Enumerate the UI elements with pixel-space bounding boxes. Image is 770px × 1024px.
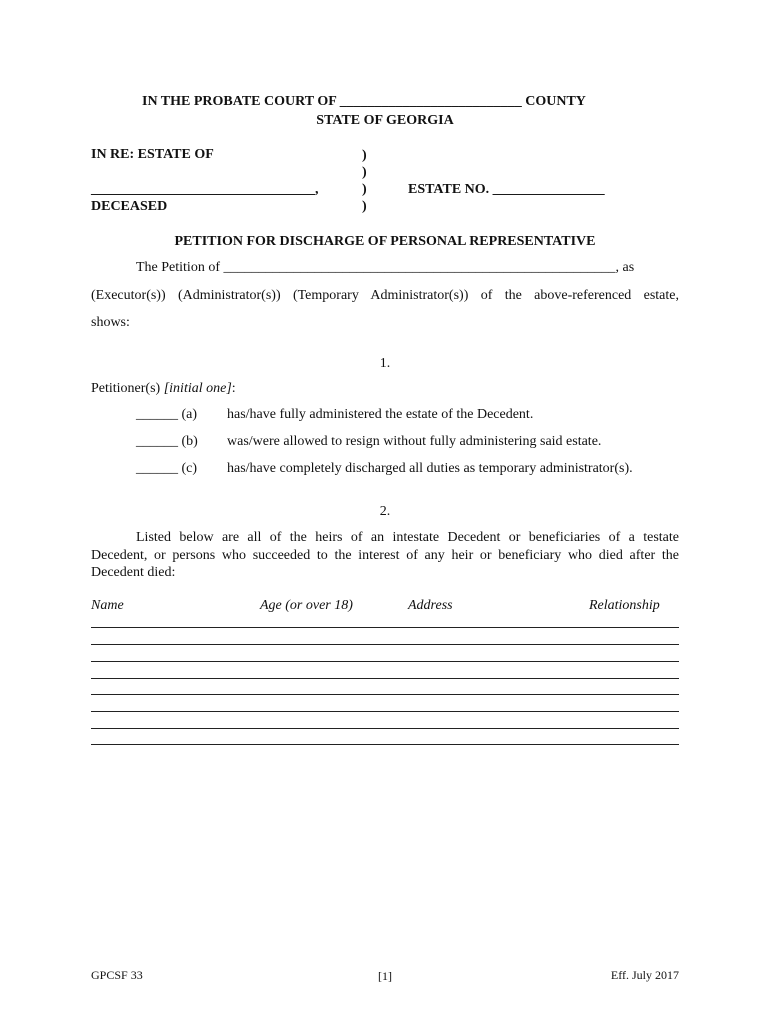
option-c-text: has/have completely discharged all duties as temporary administrator(s). (227, 461, 633, 476)
effective-date: Eff. July 2017 (610, 968, 679, 982)
heir-entry-line (91, 644, 679, 645)
intro-petition-of: The Petition of (136, 260, 220, 275)
petitioner-name-blank: ________________________________________________________, as (223, 260, 635, 275)
court-heading: IN THE PROBATE COURT OF __________________________ COUNTY (142, 94, 586, 109)
column-header-age: Age (or over 18) (260, 598, 353, 613)
option-b-blank: ______ (b) (136, 434, 198, 449)
lead-colon: : (231, 381, 236, 396)
page-number: [1] (378, 969, 392, 983)
form-id: GPCSF 33 (91, 968, 143, 982)
heir-entry-line (91, 694, 679, 695)
heir-entry-line (91, 744, 679, 745)
section-1-lead (91, 382, 236, 396)
heir-entry-line (91, 711, 679, 712)
intro-line-2: (Executor(s)) (Administrator(s)) (Temporary Administrator(s)) of the above-referenced estate, (91, 288, 679, 303)
initial-one-note: [initial one] (163, 381, 232, 396)
estate-number-field: ESTATE NO. ________________ (408, 182, 605, 197)
heir-entry-line (91, 627, 679, 628)
state-heading: STATE OF GEORGIA (316, 113, 454, 128)
caption-paren: ) (362, 165, 367, 180)
heir-entry-line (91, 678, 679, 679)
section-2-line-3: Decedent died: (91, 565, 176, 580)
in-re-label: IN RE: ESTATE OF (91, 147, 214, 162)
option-a-blank: ______ (a) (136, 407, 198, 422)
option-c-blank: ______ (c) (136, 461, 198, 476)
caption-paren: ) (362, 148, 367, 163)
section-2-line-2: Decedent, or persons who succeeded to the interest of any heir or beneficiary who died after the (91, 548, 679, 563)
option-a-text: has/have fully administered the estate of the Decedent. (227, 407, 534, 422)
option-b-text: was/were allowed to resign without fully administering said estate. (227, 434, 602, 449)
section-1-number: 1. (379, 356, 391, 371)
petition-title: PETITION FOR DISCHARGE OF PERSONAL REPRESENTATIVE (174, 234, 596, 249)
intro-line-1 (136, 261, 634, 275)
heir-entry-line (91, 728, 679, 729)
heir-entry-line (91, 661, 679, 662)
section-2-number: 2. (379, 504, 391, 519)
column-header-name: Name (91, 598, 124, 613)
caption-paren: ) (362, 182, 367, 197)
intro-line-3: shows: (91, 315, 130, 330)
column-header-relationship: Relationship (589, 598, 660, 613)
decedent-name-blank: ________________________________, (91, 182, 319, 197)
petitioners-label: Petitioner(s) (91, 381, 161, 396)
deceased-label: DECEASED (91, 199, 168, 214)
section-2-line-1: Listed below are all of the heirs of an intestate Decedent or beneficiaries of a testate (136, 530, 679, 545)
column-header-address: Address (408, 598, 453, 613)
caption-paren: ) (362, 199, 367, 214)
